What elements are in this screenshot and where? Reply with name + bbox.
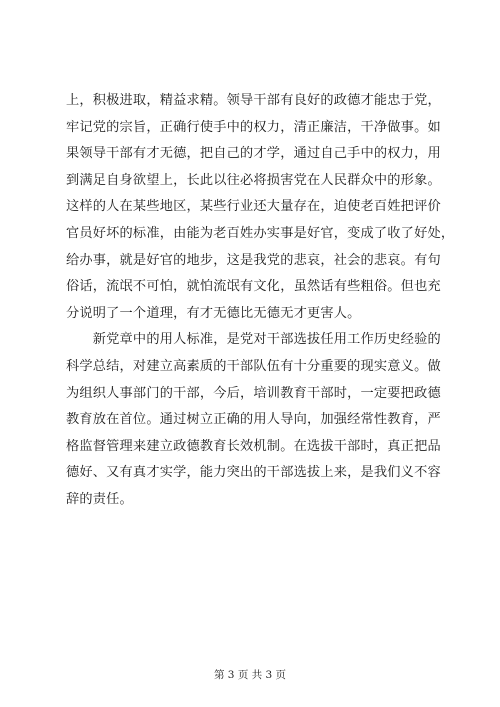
document-body	[66, 88, 455, 514]
body-line: 果领导干部有才无德，把自己的才学，通过自己手中的权力，用	[66, 146, 441, 162]
body-line: 分说明了一个道理，有才无德比无德无才更害人。	[66, 305, 361, 321]
body-line: 官员好坏的标准，由能为老百姓办实事是好官，变成了收了好处，	[66, 225, 455, 241]
body-line: 科学总结，对建立高素质的干部队伍有十分重要的现实意义。做	[66, 358, 441, 374]
body-line: 格监督管理来建立政德教育长效机制。在选拔干部时，真正把品	[66, 438, 441, 454]
body-line: 教育放在首位。通过树立正确的用人导向，加强经常性教育，严	[66, 412, 441, 428]
page-number-footer: 第 3 页 共 3 页	[213, 669, 287, 681]
body-line: 德好、又有真才实学，能力突出的干部选拔上来，是我们义不容	[66, 465, 441, 481]
body-line: 俗话，流氓不可怕，就怕流氓有文化，虽然话有些粗俗。但也充	[66, 279, 441, 295]
body-line: 这样的人在某些地区，某些行业还大量存在，迫使老百姓把评价	[66, 199, 441, 215]
body-line: 到满足自身欲望上，长此以往必将损害党在人民群众中的形象。	[66, 172, 441, 188]
body-line: 牢记党的宗旨，正确行使手中的权力，清正廉洁，干净做事。如	[66, 119, 441, 135]
body-line: 上，积极进取，精益求精。领导干部有良好的政德才能忠于党，	[66, 93, 441, 108]
body-line: 为组织人事部门的干部，今后，培训教育干部时，一定要把政德	[66, 385, 441, 401]
body-line: 给办事，就是好官的地步，这是我党的悲哀，社会的悲哀。有句	[66, 252, 441, 268]
body-line: 新党章中的用人标准，是党对干部选拔任用工作历史经验的	[66, 332, 441, 348]
body-line: 辞的责任。	[66, 491, 133, 507]
